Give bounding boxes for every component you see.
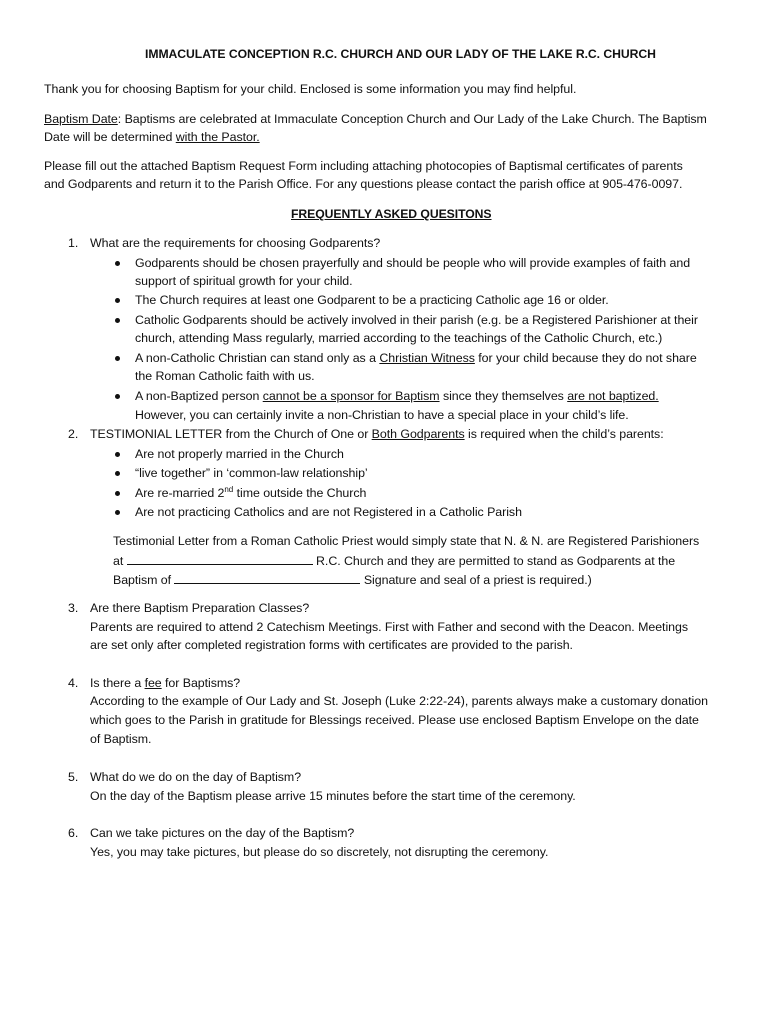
q4-answer-3: of Baptism. xyxy=(90,732,152,746)
church-name-blank[interactable] xyxy=(127,551,313,565)
baptism-date-text: : Baptisms are celebrated at Immaculate Conception Church and Our Lady of the Lake Church. The Baptism xyxy=(117,112,707,126)
q1-bullet-3-line-1: Catholic Godparents should be actively involved in their parish (e.g. be a Registered Parishioner at their xyxy=(135,313,698,327)
with-pastor-text: with the Pastor. xyxy=(175,130,260,144)
q3-number: 3. xyxy=(68,601,79,615)
q4-answer-2: which goes to the Parish in gratitude for Blessings received. Please use enclosed Baptism Envelope on the date xyxy=(90,713,699,727)
baptism-date-line-1 xyxy=(44,110,707,129)
q6-answer-1: Yes, you may take pictures, but please do so discretely, not disrupting the ceremony. xyxy=(90,845,549,859)
q6-question: Can we take pictures on the day of the Baptism? xyxy=(90,826,355,840)
q1-bullet-4-line-1 xyxy=(135,349,697,368)
q4-text-a: Is there a xyxy=(90,676,145,690)
ordinal-suffix: nd xyxy=(224,484,234,494)
q1-bullet-4-line-2: the Roman Catholic faith with us. xyxy=(135,369,315,383)
christian-witness-text: Christian Witness xyxy=(379,351,475,365)
testimonial-text-3: Signature and seal of a priest is required.) xyxy=(360,573,592,587)
q2-bullet-1: Are not properly married in the Church xyxy=(135,447,344,461)
cannot-sponsor-text: cannot be a sponsor for Baptism xyxy=(262,389,440,403)
bullet-icon xyxy=(115,356,120,361)
q5-number: 5. xyxy=(68,770,79,784)
testimonial-line-1: Testimonial Letter from a Roman Catholic Priest would simply state that N. & N. are Registered Parishioners xyxy=(113,534,700,548)
q2-question xyxy=(90,425,664,444)
q2-b3-text-b: time outside the Church xyxy=(233,486,367,500)
fill-out-line-1: Please fill out the attached Baptism Request Form including attaching photocopies of Baptismal certificates of parents xyxy=(44,159,683,173)
q4-text-b: for Baptisms? xyxy=(161,676,241,690)
q2-bullet-2: “live together” in ‘common-law relationship’ xyxy=(135,466,368,480)
testimonial-at: at xyxy=(113,554,124,568)
q1-bullet-1-line-1: Godparents should be chosen prayerfully and should be people who will provide examples of faith and xyxy=(135,256,691,270)
bullet-icon xyxy=(115,318,120,323)
q3-answer-2: are set only after completed registration forms with certificates are provided to the parish. xyxy=(90,638,573,652)
q1-bullet-3-line-2: church, attending Mass regularly, married according to the teachings of the Catholic Church, etc.) xyxy=(135,331,663,345)
q2-text-b: is required when the child’s parents: xyxy=(464,427,664,441)
q1-bullet-5-line-1 xyxy=(135,387,659,406)
q1-number: 1. xyxy=(68,236,79,250)
q1-question: What are the requirements for choosing Godparents? xyxy=(90,236,381,250)
baptism-date-label: Baptism Date xyxy=(44,112,118,126)
faq-heading: FREQUENTLY ASKED QUESITONS xyxy=(291,207,492,221)
q1-bullet-2: The Church requires at least one Godparent to be a practicing Catholic age 16 or older. xyxy=(135,293,609,307)
q4-question xyxy=(90,674,240,693)
q4-number: 4. xyxy=(68,676,79,690)
bullet-icon xyxy=(115,491,120,496)
both-godparents-text: Both Godparents xyxy=(371,427,465,441)
q2-bullet-3 xyxy=(135,484,366,503)
q6-number: 6. xyxy=(68,826,79,840)
q3-answer-1: Parents are required to attend 2 Catechism Meetings. First with Father and second with the Deacon. Meetings xyxy=(90,620,688,634)
document-title: IMMACULATE CONCEPTION R.C. CHURCH AND OUR LADY OF THE LAKE R.C. CHURCH xyxy=(145,47,656,61)
q2-b3-text-a: Are re-married 2 xyxy=(135,486,225,500)
bullet-icon xyxy=(115,510,120,515)
q1-bullet-5-line-2: However, you can certainly invite a non-Christian to have a special place in your child’s life. xyxy=(135,408,629,422)
baptism-date-line-2 xyxy=(44,128,260,147)
q2-text-a: TESTIMONIAL LETTER from the Church of One or xyxy=(90,427,372,441)
q1-b5-text-a: A non-Baptized person xyxy=(135,389,263,403)
q1-bullet-1-line-2: support of spiritual growth for your child. xyxy=(135,274,353,288)
q1-b4-text-b: for your child because they do not share xyxy=(474,351,697,365)
q3-question: Are there Baptism Preparation Classes? xyxy=(90,601,310,615)
testimonial-baptism-of: Baptism of xyxy=(113,573,172,587)
bullet-icon xyxy=(115,394,120,399)
bullet-icon xyxy=(115,471,120,476)
q5-question: What do we do on the day of Baptism? xyxy=(90,770,302,784)
q5-answer-1: On the day of the Baptism please arrive 15 minutes before the start time of the ceremony. xyxy=(90,789,576,803)
testimonial-line-2 xyxy=(113,551,675,571)
bullet-icon xyxy=(115,452,120,457)
testimonial-text-2: R.C. Church and they are permitted to stand as Godparents at the xyxy=(312,554,676,568)
baptism-of-blank[interactable] xyxy=(174,570,360,584)
q1-b4-text-a: A non-Catholic Christian can stand only as a xyxy=(135,351,380,365)
intro-thanks: Thank you for choosing Baptism for your child. Enclosed is some information you may find helpful. xyxy=(44,82,577,96)
not-baptized-text: are not baptized. xyxy=(567,389,659,403)
q2-bullet-4: Are not practicing Catholics and are not Registered in a Catholic Parish xyxy=(135,505,522,519)
fill-out-line-2: and Godparents and return it to the Parish Office. For any questions please contact the parish office at 905-476-0097. xyxy=(44,177,683,191)
bullet-icon xyxy=(115,298,120,303)
baptism-date-text-2: Date will be determined xyxy=(44,130,176,144)
fee-text: fee xyxy=(144,676,162,690)
bullet-icon xyxy=(115,261,120,266)
testimonial-line-3 xyxy=(113,570,592,590)
q1-b5-text-b: since they themselves xyxy=(439,389,568,403)
q2-number: 2. xyxy=(68,427,79,441)
q4-answer-1: According to the example of Our Lady and St. Joseph (Luke 2:22-24), parents always make a customary donation xyxy=(90,694,708,708)
